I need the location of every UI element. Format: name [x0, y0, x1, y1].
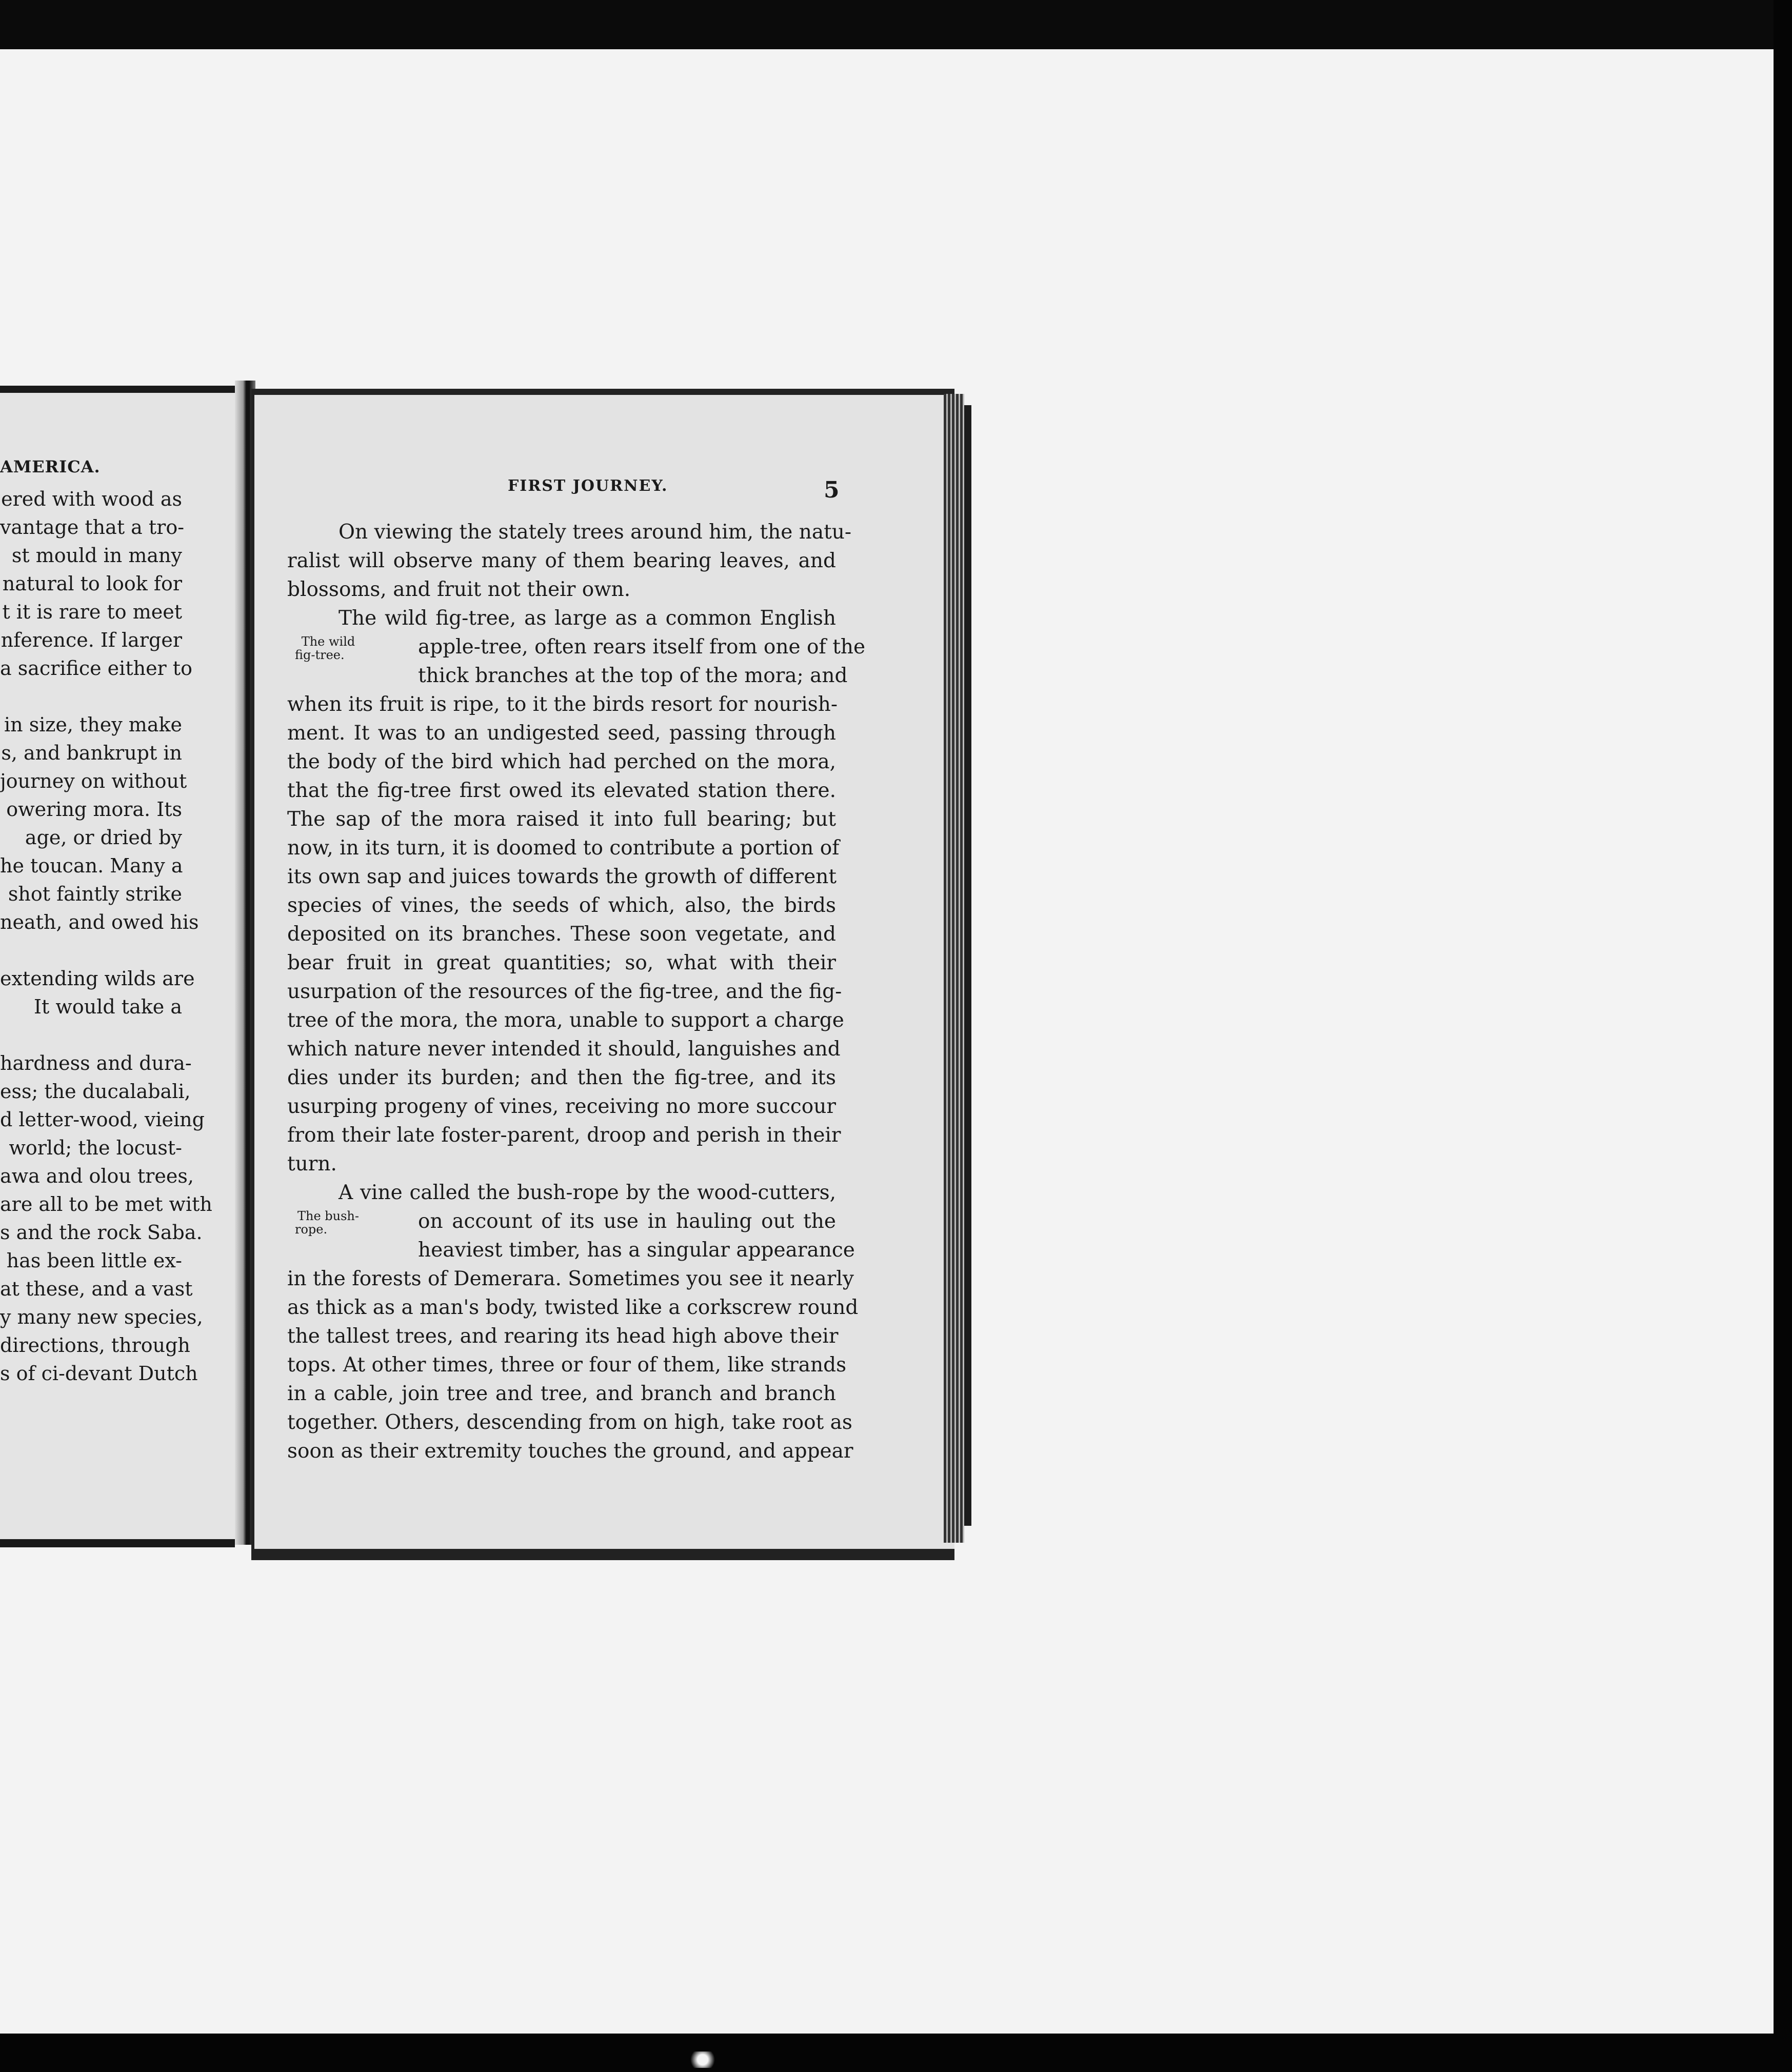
text-line: On viewing the stately trees around him, the natu-	[339, 521, 852, 544]
text-line	[0, 937, 182, 965]
scan-artifact	[687, 2051, 718, 2068]
text-line: directions, through	[0, 1334, 190, 1357]
text-line: ralist will observe many of them bearing leaves, and	[287, 549, 836, 572]
text-line: from their late foster-parent, droop and perish in their	[287, 1124, 841, 1147]
left-page-text	[0, 485, 212, 1388]
text-line: now, in its turn, it is doomed to contribute a portion of	[287, 836, 840, 860]
text-line: usurping progeny of vines, receiving no more succour	[287, 1095, 836, 1118]
text-line: are all to be met with	[0, 1193, 212, 1216]
side-note-fig-tree: The wild fig-tree.	[295, 634, 355, 662]
text-line: soon as their extremity touches the ground, and appear	[287, 1440, 853, 1463]
text-line: thick branches at the top of the mora; and	[418, 664, 848, 687]
text-line: the tallest trees, and rearing its head high above their	[287, 1325, 839, 1348]
text-line: blossoms, and fruit not their own.	[287, 578, 631, 601]
text-line	[0, 683, 182, 711]
text-line: nference. If larger	[1, 629, 182, 651]
text-line: as thick as a man's body, twisted like a corkscrew round	[287, 1296, 859, 1319]
running-head: FIRST JOURNEY.	[508, 477, 668, 495]
text-line: at these, and a vast	[0, 1278, 193, 1300]
text-line: tree of the mora, the mora, unable to support a charge	[287, 1009, 844, 1032]
text-line: in a cable, join tree and tree, and branch and branch	[287, 1382, 836, 1405]
left-page	[0, 386, 235, 1547]
text-line: turn.	[287, 1152, 337, 1176]
text-line: s, and bankrupt in	[1, 742, 182, 764]
text-line: It would take a	[34, 995, 182, 1018]
text-line: which nature never intended it should, languishes and	[287, 1038, 841, 1061]
text-line: dies under its burden; and then the fig-tree, and its	[287, 1066, 836, 1089]
text-line: The wild fig-tree, as large as a common English	[339, 607, 836, 630]
text-line: deposited on its branches. These soon vegetate, and	[287, 923, 836, 946]
book-cover-edge	[964, 405, 971, 1526]
text-line: together. Others, descending from on high, take root as	[287, 1411, 852, 1434]
text-line: vantage that a tro-	[0, 516, 185, 539]
text-line: its own sap and juices towards the growth of different	[287, 865, 837, 888]
text-line: age, or dried by	[25, 826, 182, 849]
text-line: that the fig-tree first owed its elevated station there.	[287, 779, 836, 802]
text-line: shot faintly strike	[8, 883, 182, 905]
text-line: natural to look for	[2, 572, 182, 595]
text-line: d letter-wood, vieing	[0, 1108, 205, 1131]
scan-border-right	[1774, 0, 1792, 2072]
text-line: The sap of the mora raised it into full bearing; but	[287, 808, 836, 831]
text-line: neath, and owed his	[0, 911, 199, 933]
text-line: when its fruit is ripe, to it the birds resort for nourish-	[287, 693, 838, 716]
left-running-head: AMERICA.	[0, 457, 101, 476]
side-note-bush-rope: The bush-rope.	[295, 1209, 359, 1237]
text-line: he toucan. Many a	[0, 854, 183, 877]
text-line: world; the locust-	[9, 1137, 182, 1159]
text-line: bear fruit in great quantities; so, what with their	[287, 951, 836, 974]
page-edges	[944, 394, 964, 1543]
text-line: t it is rare to meet	[2, 601, 182, 623]
text-line: in size, they make	[4, 713, 182, 736]
text-line: extending wilds are	[0, 967, 195, 990]
text-line: species of vines, the seeds of which, also, the birds	[287, 894, 836, 917]
text-line: ment. It was to an undigested seed, passing through	[287, 722, 836, 745]
text-line: s and the rock Saba.	[0, 1221, 203, 1244]
text-line: usurpation of the resources of the fig-tree, and the fig-	[287, 980, 842, 1003]
text-line: tops. At other times, three or four of them, like strands	[287, 1353, 847, 1377]
text-line: the body of the bird which had perched on the mora,	[287, 750, 836, 773]
text-line: journey on without	[0, 770, 187, 792]
text-line: in the forests of Demerara. Sometimes you see it nearly	[287, 1267, 854, 1290]
text-line: y many new species,	[0, 1306, 203, 1328]
text-line: A vine called the bush-rope by the wood-cutters,	[339, 1181, 836, 1204]
page-number: 5	[824, 477, 840, 503]
text-line: ered with wood as	[1, 488, 182, 510]
text-line: owering mora. Its	[6, 798, 182, 821]
text-line: heaviest timber, has a singular appearance	[418, 1239, 855, 1262]
page-body	[287, 518, 866, 1466]
text-line: s of ci-devant Dutch	[0, 1362, 198, 1385]
text-line: st mould in many	[11, 544, 182, 567]
text-line: hardness and dura-	[0, 1052, 192, 1074]
scan-border-bottom	[0, 2034, 1774, 2072]
text-line: a sacrifice either to	[0, 657, 192, 680]
text-line	[0, 1021, 182, 1049]
text-line-content: apple-tree, often rears itself from one of the	[418, 635, 866, 659]
text-line: ess; the ducalabali,	[0, 1080, 191, 1103]
text-line: has been little ex-	[6, 1249, 182, 1272]
text-line-with-side-note	[287, 633, 866, 662]
text-line-with-side-note	[287, 1207, 836, 1236]
text-line: awa and olou trees,	[0, 1165, 194, 1187]
text-line-content: on account of its use in hauling out the	[418, 1210, 836, 1233]
